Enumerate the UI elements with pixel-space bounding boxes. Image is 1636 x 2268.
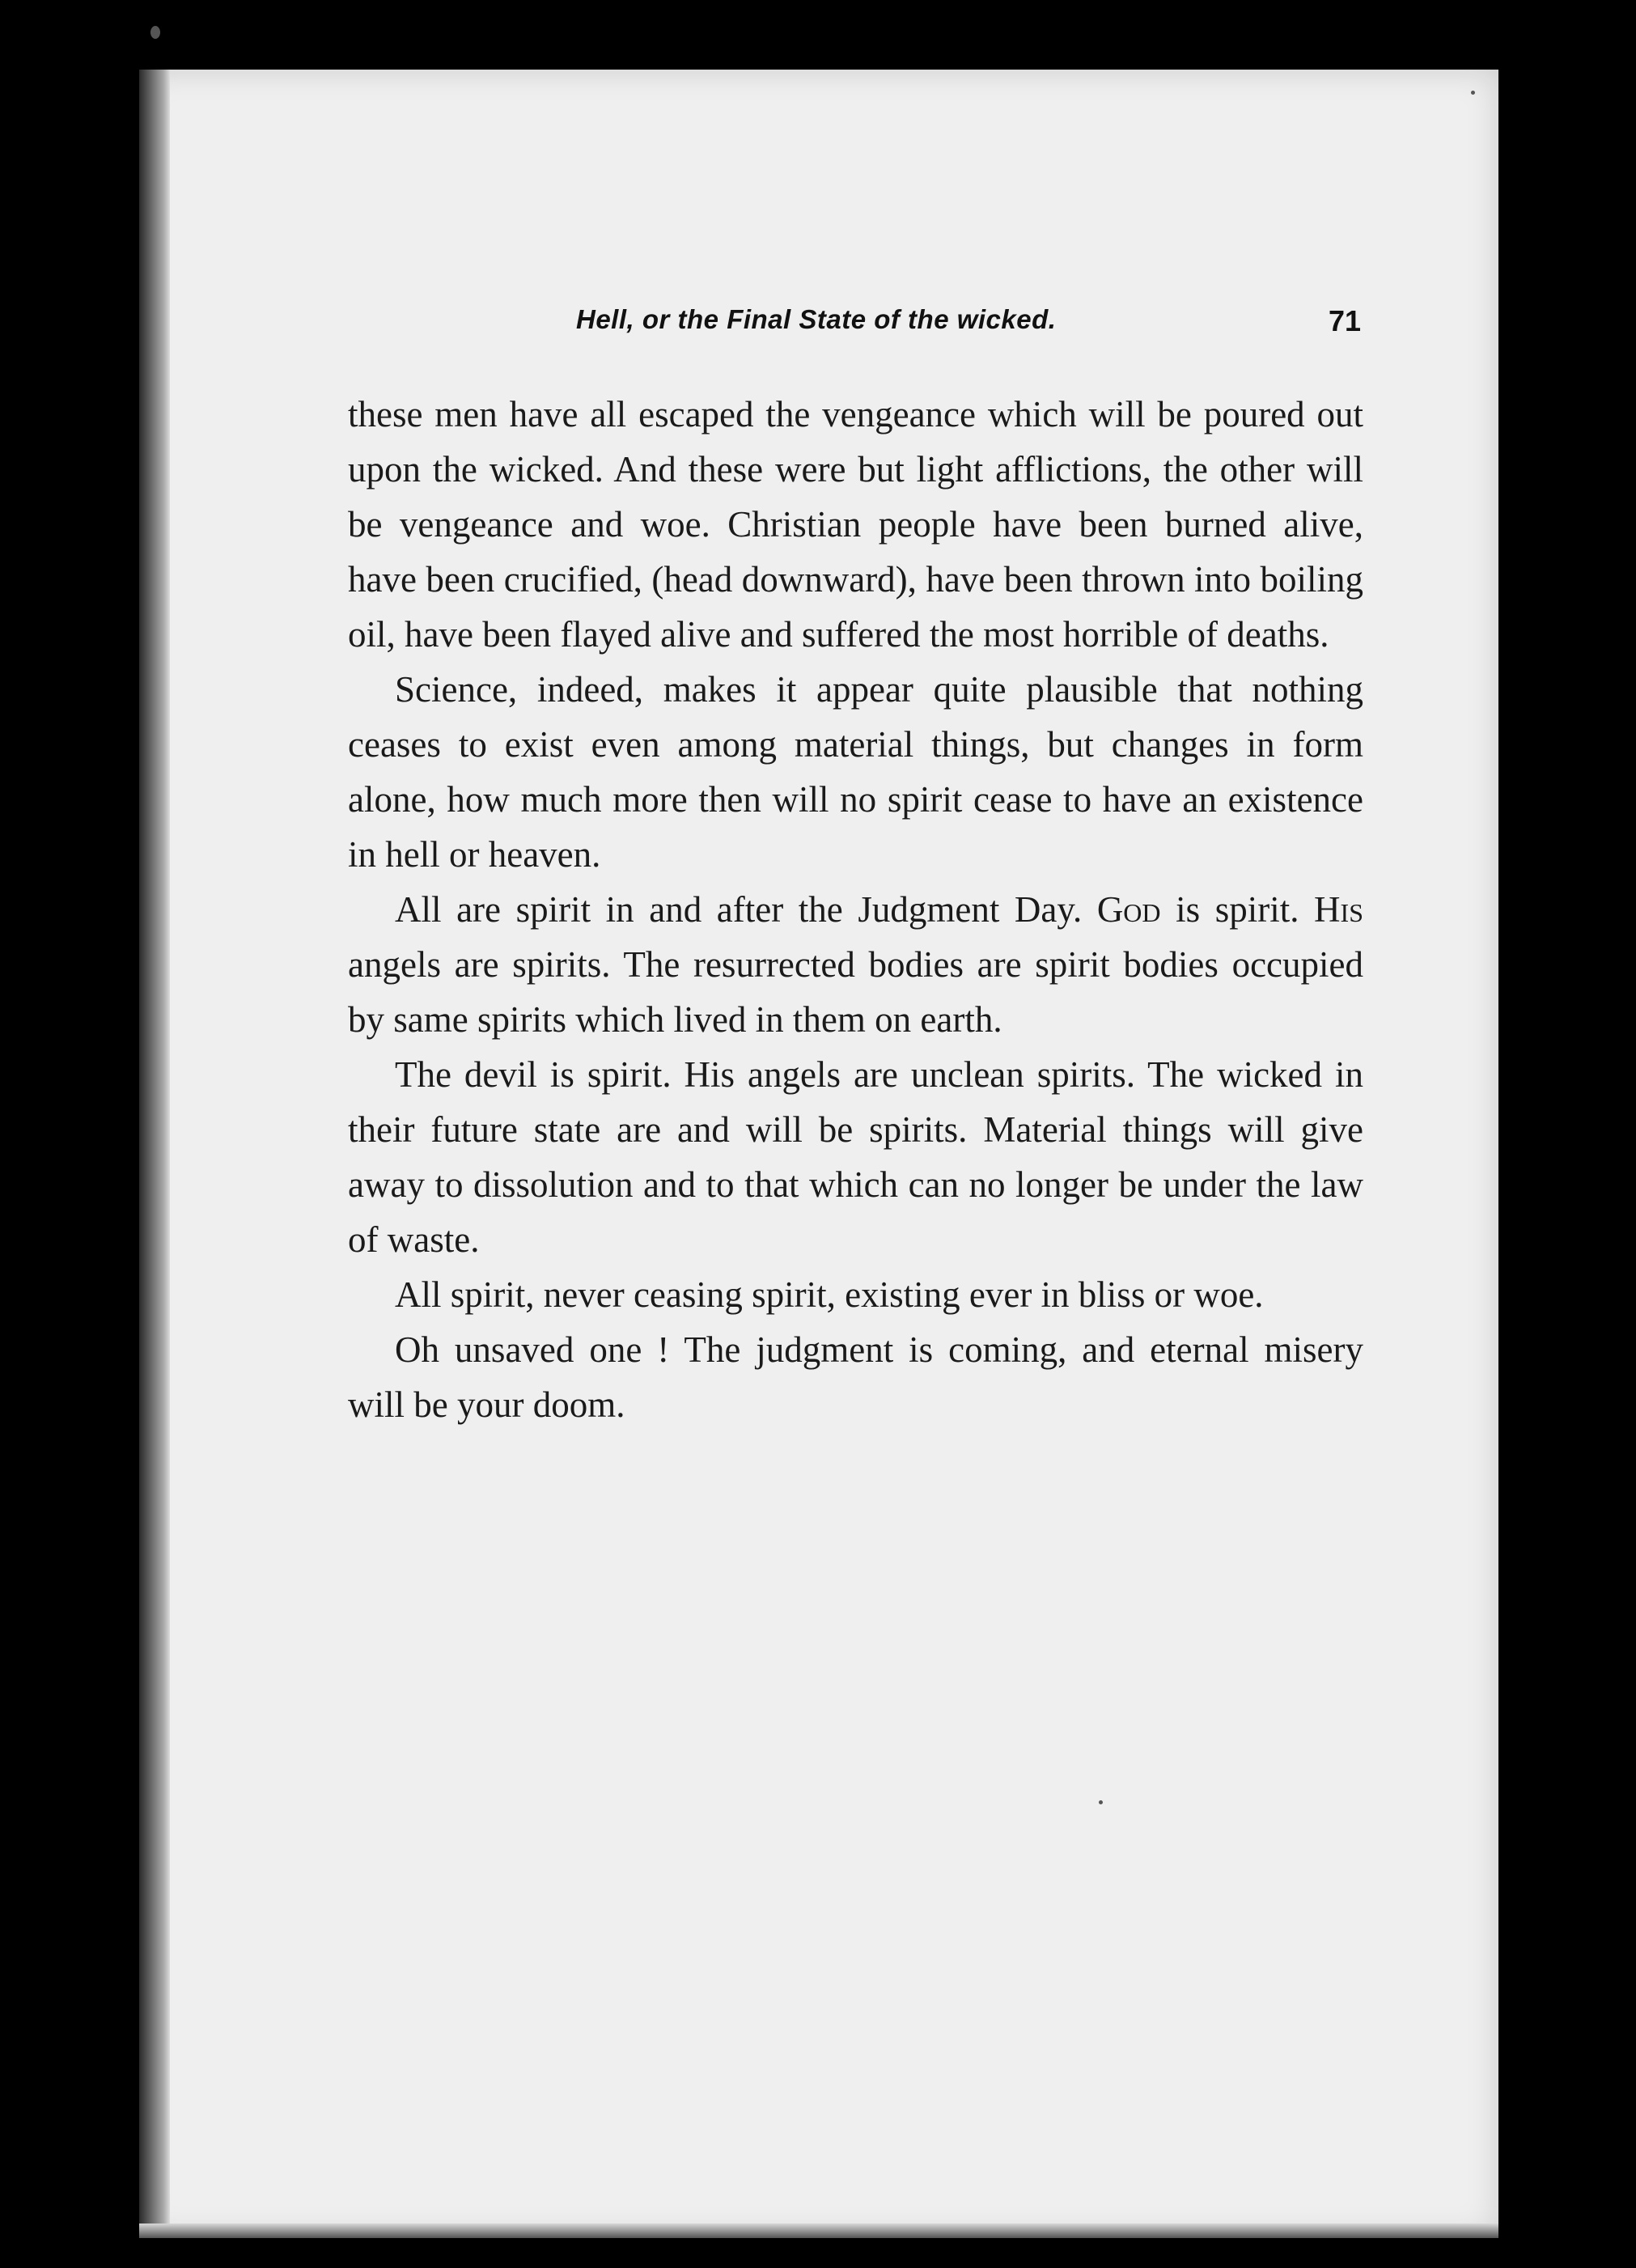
body-text [348,387,1363,1432]
page-spine-shadow [139,70,170,2238]
dust-speck [1471,91,1475,95]
paragraph-3-part-1: All are spirit in and after the Judgment Day. [395,889,1097,930]
paragraph-2: Science, indeed, makes it appear quite plausible that nothing ceases to exist even among material things, but changes in form alone, how much more then will no spirit cease to have an existence in hell or heaven. [348,669,1363,875]
paragraph-3 [348,882,1363,1047]
running-head [576,304,1361,353]
paragraph-3-part-3: angels are spirits. The resurrected bodies are spirit bodies occupied by same spirits which lived in them on earth. [348,944,1363,1040]
paragraph-4: The devil is spirit. His angels are unclean spirits. The wicked in their future state are and will be spirits. Material things will give away to dissolution and to that which can no longer be under the law of waste. [348,1054,1363,1260]
page-bottom-edge [139,2223,1498,2238]
dust-speck [1099,1800,1103,1804]
his-small-caps: His [1314,889,1363,930]
paragraph-1: these men have all escaped the vengeance which will be poured out upon the wicked. And these were but light afflictions, the other will be vengeance and woe. Christian people have been burned alive, have been crucified, (head downward), have been thrown into boiling oil, have been flayed alive and suffered the most horrible of deaths. [348,394,1363,655]
paragraph-3-part-2: is spirit. [1160,889,1315,930]
paragraph-6: Oh unsaved one ! The judgment is coming, and eternal misery will be your doom. [348,1329,1363,1425]
god-small-caps: God [1096,889,1161,930]
page-number: 71 [1328,304,1361,337]
running-title: Hell, or the Final State of the wicked. [576,304,1057,334]
paragraph-5: All spirit, never ceasing spirit, existing ever in bliss or woe. [395,1274,1264,1315]
dust-speck [150,26,160,39]
